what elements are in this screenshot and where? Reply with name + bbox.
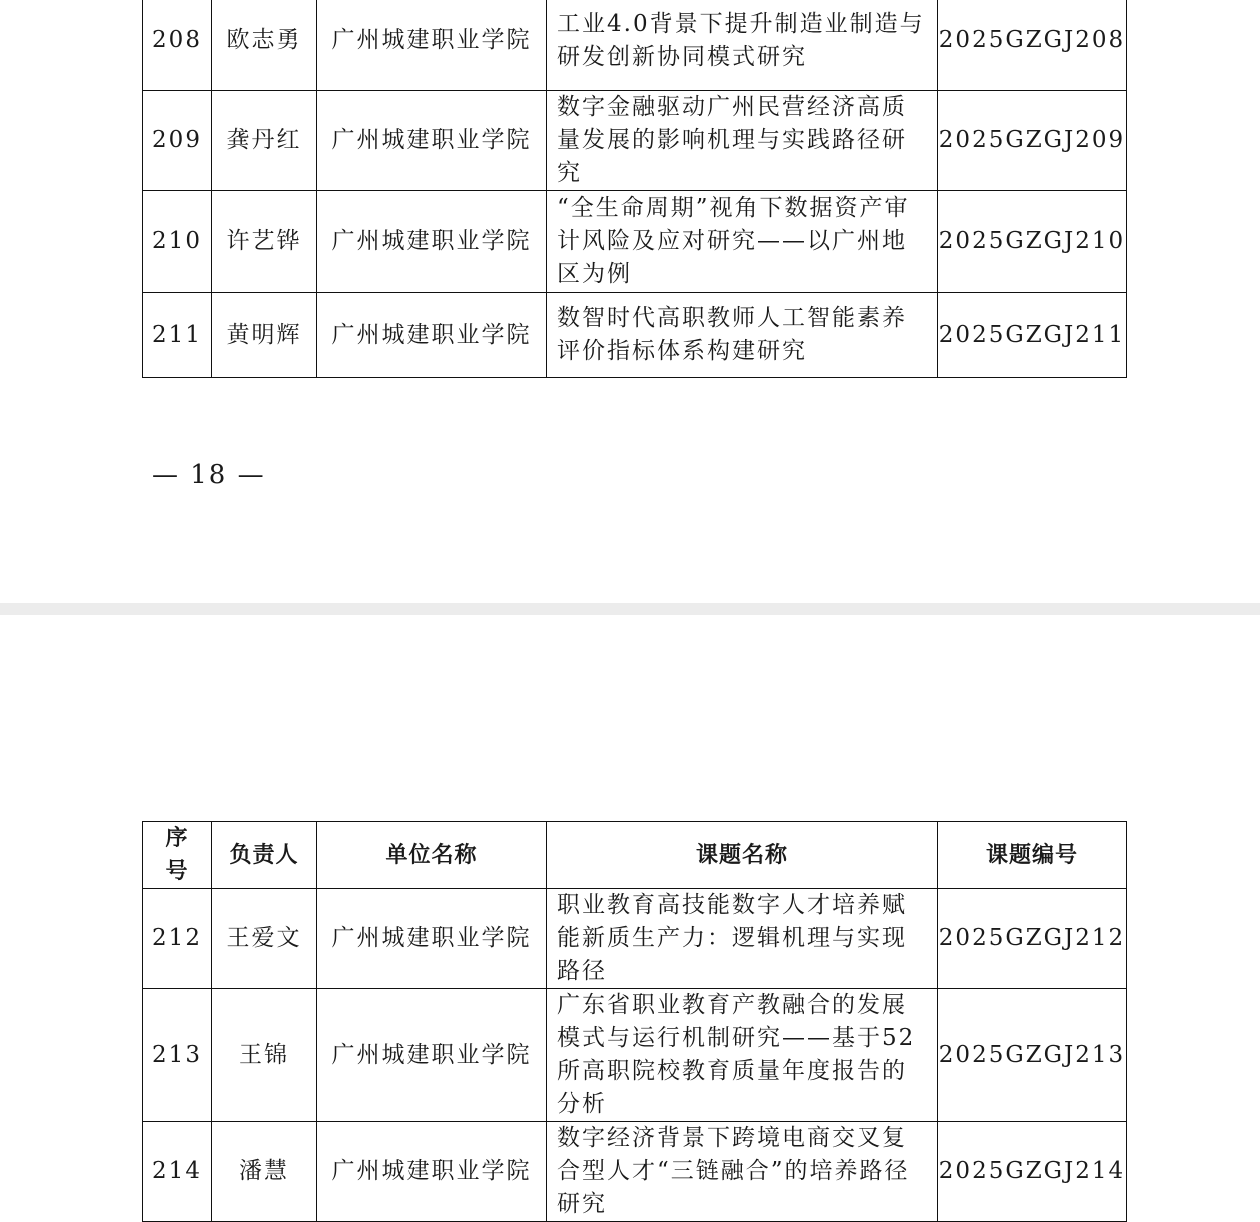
project-code: 2025GZGJ212 — [938, 889, 1127, 989]
unit-name: 广州城建职业学院 — [317, 1122, 547, 1222]
project-title: 广东省职业教育产教融合的发展模式与运行机制研究——基于52所高职院校教育质量年度报告的分析 — [547, 989, 938, 1122]
leader-name: 潘慧 — [212, 1122, 317, 1222]
table-row — [143, 0, 1127, 91]
project-code: 2025GZGJ213 — [938, 989, 1127, 1122]
unit-name: 广州城建职业学院 — [317, 889, 547, 989]
row-number: 213 — [143, 989, 212, 1122]
page-number: — 18 — — [152, 460, 266, 490]
header-leader: 负责人 — [212, 822, 317, 889]
project-code: 2025GZGJ214 — [938, 1122, 1127, 1222]
project-code: 2025GZGJ209 — [938, 91, 1127, 191]
table-row — [143, 889, 1127, 989]
unit-name: 广州城建职业学院 — [317, 191, 547, 293]
header-code: 课题编号 — [938, 822, 1127, 889]
header-title: 课题名称 — [547, 822, 938, 889]
project-title: 工业4.0背景下提升制造业制造与研发创新协同模式研究 — [547, 0, 938, 91]
project-title: 数字经济背景下跨境电商交叉复合型人才“三链融合”的培养路径研究 — [547, 1122, 938, 1222]
header-unit: 单位名称 — [317, 822, 547, 889]
table-row — [143, 191, 1127, 293]
row-number: 208 — [143, 0, 212, 91]
project-table-page-18 — [142, 0, 1127, 378]
row-number: 210 — [143, 191, 212, 293]
leader-name: 黄明辉 — [212, 293, 317, 378]
document-page-19 — [0, 615, 1260, 1222]
row-number: 211 — [143, 293, 212, 378]
project-title: 数智时代高职教师人工智能素养评价指标体系构建研究 — [547, 293, 938, 378]
leader-name: 欧志勇 — [212, 0, 317, 91]
table-row — [143, 989, 1127, 1122]
project-title: “全生命周期”视角下数据资产审计风险及应对研究——以广州地区为例 — [547, 191, 938, 293]
row-number: 212 — [143, 889, 212, 989]
project-code: 2025GZGJ211 — [938, 293, 1127, 378]
row-number: 209 — [143, 91, 212, 191]
project-table-page-19 — [142, 821, 1127, 1222]
leader-name: 许艺铧 — [212, 191, 317, 293]
header-number: 序号 — [143, 822, 212, 889]
project-title: 职业教育高技能数字人才培养赋能新质生产力：逻辑机理与实现路径 — [547, 889, 938, 989]
unit-name: 广州城建职业学院 — [317, 91, 547, 191]
unit-name: 广州城建职业学院 — [317, 989, 547, 1122]
table-row — [143, 293, 1127, 378]
table-row — [143, 1122, 1127, 1222]
document-page-18 — [0, 0, 1260, 603]
project-code: 2025GZGJ210 — [938, 191, 1127, 293]
page-separator — [0, 603, 1260, 615]
leader-name: 龚丹红 — [212, 91, 317, 191]
unit-name: 广州城建职业学院 — [317, 293, 547, 378]
table-header-row — [143, 822, 1127, 889]
project-code: 2025GZGJ208 — [938, 0, 1127, 91]
leader-name: 王锦 — [212, 989, 317, 1122]
leader-name: 王爱文 — [212, 889, 317, 989]
row-number: 214 — [143, 1122, 212, 1222]
project-title: 数字金融驱动广州民营经济高质量发展的影响机理与实践路径研究 — [547, 91, 938, 191]
table-row — [143, 91, 1127, 191]
unit-name: 广州城建职业学院 — [317, 0, 547, 91]
